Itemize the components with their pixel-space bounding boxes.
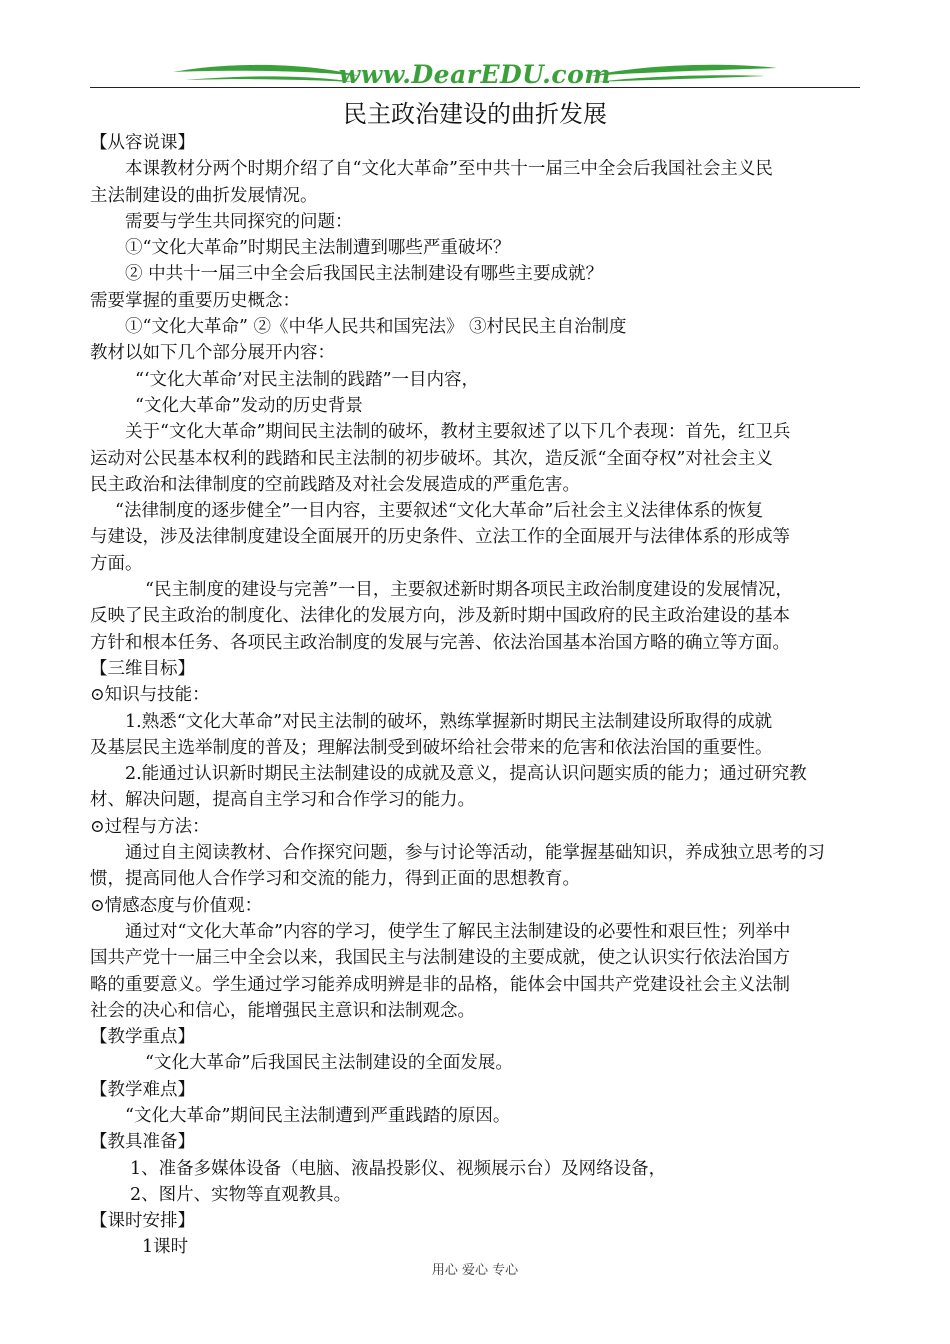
paragraph-line: 需要与学生共同探究的问题：	[125, 211, 353, 232]
section-heading-materials: 【教具准备】	[90, 1132, 195, 1153]
paragraph-line: 1课时	[142, 1237, 189, 1258]
list-item: ② 中共十一届三中全会后我国民主法制建设有哪些主要成就？	[125, 264, 604, 285]
paragraph-line: 运动对公民基本权利的践踏和民主法制的初步破坏。其次，造反派“全面夺权”对社会主义	[90, 448, 773, 469]
paragraph-line: 关于“文化大革命”期间民主法制的破坏，教材主要叙述了以下几个表现：首先，红卫兵	[125, 422, 791, 443]
subheading: ⊙情感态度与价值观：	[90, 895, 263, 916]
paragraph-line: 民主政治和法律制度的空前践踏及对社会发展造成的严重危害。	[90, 474, 580, 495]
section-heading-overview: 【从容说课】	[90, 133, 195, 153]
paragraph-line: 方面。	[90, 553, 143, 574]
page-footer: 用心 爱心 专心	[431, 1263, 519, 1278]
header-divider	[90, 87, 860, 88]
paragraph-line: 材、解决问题，提高自主学习和合作学习的能力。	[90, 790, 475, 811]
paragraph-line: 通过自主阅读教材、合作探究问题，参与讨论等活动，能掌握基础知识，养成独立思考的习	[125, 843, 825, 864]
section-heading-key-points: 【教学重点】	[90, 1027, 195, 1048]
paragraph-line: “法律制度的逐步健全”一目内容，主要叙述“文化大革命”后社会主义法律体系的恢复	[115, 501, 764, 522]
document-body	[90, 130, 860, 1261]
list-item: ①“文化大革命” ②《中华人民共和国宪法》 ③村民民主自治制度	[125, 317, 627, 338]
paragraph-line: “民主制度的建设与完善”一目，主要叙述新时期各项民主政治制度建设的发展情况，	[145, 580, 793, 601]
paragraph-line: 教材以如下几个部分展开内容：	[90, 343, 335, 364]
logo-text: www.DearEDU.com	[338, 60, 612, 89]
paragraph-line: 方针和根本任务、各项民主政治制度的发展与完善、依法治国基本治国方略的确立等方面。	[90, 632, 790, 653]
paragraph-line: 略的重要意义。学生通过学习能养成明辨是非的品格，能体会中国共产党建设社会主义法制	[90, 974, 790, 995]
list-item: ①“文化大革命”时期民主法制遭到哪些严重破坏？	[125, 238, 511, 259]
section-heading-schedule: 【课时安排】	[90, 1211, 195, 1232]
paragraph-line: “文化大革命”发动的历史背景	[135, 395, 363, 416]
paragraph-line: 反映了民主政治的制度化、法律化的发展方向，涉及新时期中国政府的民主政治建设的基本	[90, 606, 790, 627]
paragraph-line: 通过对“文化大革命”内容的学习，使学生了解民主法制建设的必要性和艰巨性；列举中	[125, 921, 791, 942]
section-heading-objectives: 【三维目标】	[90, 658, 195, 679]
subheading: ⊙过程与方法：	[90, 816, 210, 837]
paragraph-line: 2.能通过认识新时期民主法制建设的成就及意义，提高认识问题实质的能力；通过研究教	[125, 764, 807, 785]
paragraph-line: 及基层民主选举制度的普及；理解法制受到破坏给社会带来的危害和依法治国的重要性。	[90, 737, 773, 758]
document-title: 民主政治建设的曲折发展	[343, 100, 607, 128]
paragraph-line: 主法制建设的曲折发展情况。	[90, 185, 318, 206]
paragraph-line: 与建设，涉及法律制度建设全面展开的历史条件、立法工作的全面展开与法律体系的形成等	[90, 527, 790, 548]
paragraph-line: 1.熟悉“文化大革命”对民主法制的破坏，熟练掌握新时期民主法制建设所取得的成就	[125, 711, 773, 732]
paragraph-line: 需要掌握的重要历史概念：	[90, 290, 300, 311]
subheading: ⊙知识与技能：	[90, 685, 210, 706]
list-item: 2、图片、实物等直观教具。	[130, 1184, 352, 1205]
paragraph-line: “文化大革命”期间民主法制遭到严重践踏的原因。	[125, 1105, 511, 1126]
list-item: 1、准备多媒体设备（电脑、液晶投影仪、视频展示台）及网络设备，	[130, 1158, 667, 1179]
paragraph-line: 社会的决心和信心，能增强民主意识和法制观念。	[90, 1000, 475, 1021]
paragraph-line: “‘文化大革命’对民主法制的践踏”一目内容，	[135, 369, 480, 390]
paragraph-line: 国共产党十一届三中全会以来，我国民主与法制建设的主要成就，使之认识实行依法治国方	[90, 948, 790, 969]
paragraph-line: 惯，提高同他人合作学习和交流的能力，得到正面的思想教育。	[90, 869, 580, 890]
section-heading-difficulties: 【教学难点】	[90, 1079, 195, 1100]
paragraph-line: 本课教材分两个时期介绍了自“文化大革命”至中共十一届三中全会后我国社会主义民	[125, 159, 773, 180]
paragraph-line: “文化大革命”后我国民主法制建设的全面发展。	[145, 1053, 513, 1074]
